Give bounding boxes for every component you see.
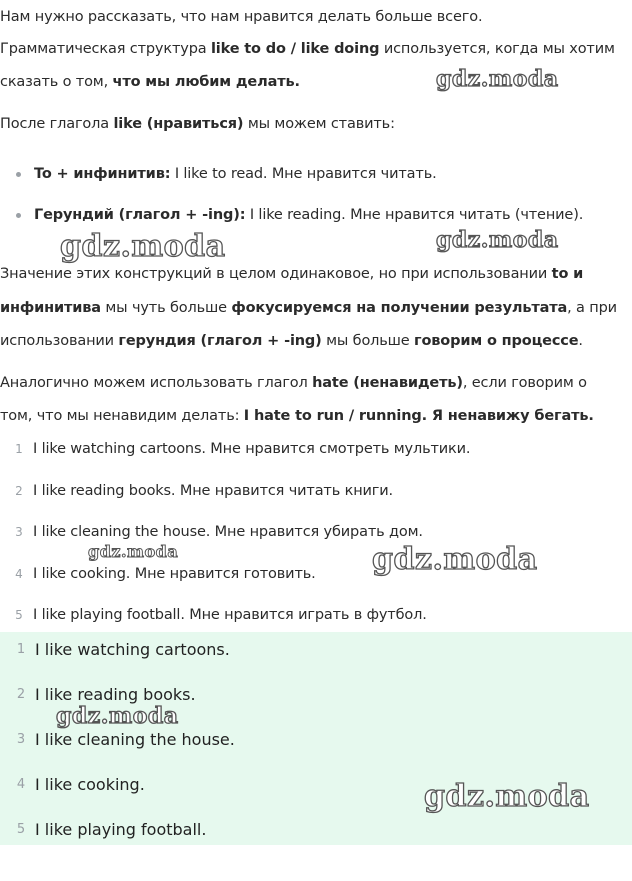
example-item: I like watching cartoons. Мне нравится смотреть мультики. [33,441,471,457]
answer-item: I like playing football. [35,820,207,839]
watermark-logo: gdz.moda [60,229,226,264]
watermark-logo: gdz.moda [372,542,538,577]
meaning-line-1: Значение этих конструкций в целом одинаковое, но при использовании to и [0,266,584,282]
intro-line-2: Грамматическая структура like to do / like doing используется, когда мы хотим [0,41,615,57]
answer-item: I like watching cartoons. [35,640,230,659]
hate-line-2: том, что мы ненавидим делать: I hate to run / running. Я ненавижу бегать. [0,408,594,424]
example-number: 1 [15,442,23,456]
watermark-logo: gdz.moda [56,703,179,729]
answer-number: 4 [16,777,26,792]
example-number: 2 [15,484,23,498]
example-item: I like cleaning the house. Мне нравится убирать дом. [33,524,423,540]
answer-number: 5 [16,822,26,837]
answer-item: I like cooking. [35,775,145,794]
answer-number: 1 [16,642,26,657]
watermark-logo: gdz.moda [424,779,590,814]
bullet-item-1: To + инфинитив: I like to read. Мне нравится читать. [34,166,437,182]
watermark-logo: gdz.moda [88,542,179,561]
example-number: 5 [15,608,23,622]
watermark-logo: gdz.moda [436,66,559,92]
example-item: I like reading books. Мне нравится читать книги. [33,483,394,499]
answer-item: I like cleaning the house. [35,730,235,749]
answer-item: I like reading books. [35,685,196,704]
bullet-dot-2 [16,213,21,218]
example-item: I like playing football. Мне нравится играть в футбол. [33,607,427,623]
intro-line-1: Нам нужно рассказать, что нам нравится делать больше всего. [0,9,483,25]
example-number: 4 [15,567,23,581]
structure-bold: like to do / like doing [210,41,380,57]
answer-number: 2 [16,687,26,702]
example-item: I like cooking. Мне нравится готовить. [33,566,316,582]
hate-line-1: Аналогично можем использовать глагол hate (ненавидеть), если говорим о [0,375,587,391]
example-number: 3 [15,525,23,539]
meaning-line-2: инфинитива мы чуть больше фокусируемся на получении результата, а при [0,300,617,316]
bullet-dot-1 [16,172,21,177]
meaning-line-3: использовании герундия (глагол + -ing) мы больше говорим о процессе. [0,333,583,349]
watermark-logo: gdz.moda [436,227,559,253]
intro-line-3: сказать о том, что мы любим делать. [0,74,300,90]
bullet-item-2: Герундий (глагол + -ing): I like reading. Мне нравится читать (чтение). [34,207,584,223]
answer-number: 3 [16,732,26,747]
intro-line-4: После глагола like (нравиться) мы можем ставить: [0,116,395,132]
